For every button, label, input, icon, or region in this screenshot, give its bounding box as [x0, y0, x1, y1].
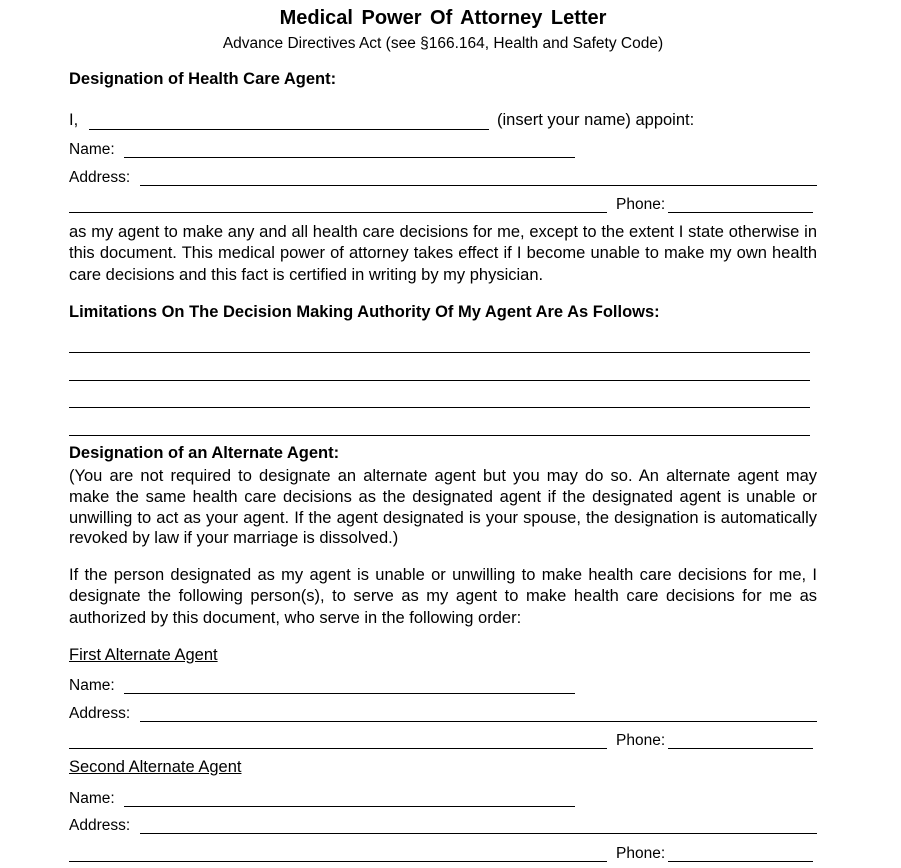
limitations-line-3[interactable] [69, 407, 810, 408]
first-alternate-address-line[interactable] [140, 721, 817, 722]
designation-heading: Designation of Health Care Agent: [69, 70, 337, 88]
agent-name-line[interactable] [124, 157, 575, 158]
alternate-heading: Designation of an Alternate Agent: [69, 444, 340, 462]
second-alternate-phone-line[interactable] [668, 861, 813, 862]
agent-phone-label: Phone: [616, 196, 666, 213]
agent-name-label: Name: [69, 141, 115, 158]
agent-address-line-2[interactable] [69, 212, 607, 213]
insert-name-label: (insert your name) appoint: [497, 111, 695, 129]
designation-paragraph: as my agent to make any and all health care decisions for me, except to the extent I state otherwise in this document. This medical power of attorney takes effect if I become unable to make my own health care decisions and this fact is certified in writing by my physician. [69, 223, 817, 284]
alternate-paragraph: If the person designated as my agent is unable or unwilling to make health care decisions for me, I designate the following person(s), to serve as my agent to make health care decisions for me as authorized by this document, who serve in the following order: [69, 566, 817, 627]
first-alternate-phone-label: Phone: [616, 732, 666, 749]
second-alternate-name-line[interactable] [124, 806, 575, 807]
first-alternate-name-label: Name: [69, 677, 115, 694]
document-title: Medical Power Of Attorney Letter [279, 7, 607, 29]
second-alternate-address-line[interactable] [140, 833, 817, 834]
principal-name-line[interactable] [89, 129, 489, 130]
i-label: I, [69, 111, 79, 129]
limitations-heading: Limitations On The Decision Making Authority Of My Agent Are As Follows: [69, 303, 660, 321]
limitations-line-1[interactable] [69, 352, 810, 353]
agent-address-label: Address: [69, 169, 131, 186]
alternate-note: (You are not required to designate an alternate agent but you may do so. An alternate agent may make the same health care decisions as the designated agent if the designated agent is unable or unwilling to act as your agent. If the agent designated is your spouse, the designation is automatically revoked by law if your marriage is dissolved.) [69, 467, 817, 548]
limitations-line-2[interactable] [69, 380, 810, 381]
first-alternate-phone-line[interactable] [668, 748, 813, 749]
second-alternate-heading: Second Alternate Agent [69, 758, 242, 776]
second-alternate-name-label: Name: [69, 790, 115, 807]
first-alternate-address-label: Address: [69, 705, 131, 722]
second-alternate-address-label: Address: [69, 817, 131, 834]
first-alternate-name-line[interactable] [124, 693, 575, 694]
agent-phone-line[interactable] [668, 212, 813, 213]
first-alternate-address-line-2[interactable] [69, 748, 607, 749]
limitations-line-4[interactable] [69, 435, 810, 436]
document-subtitle: Advance Directives Act (see §166.164, Health and Safety Code) [222, 35, 664, 52]
second-alternate-phone-label: Phone: [616, 845, 666, 862]
second-alternate-address-line-2[interactable] [69, 861, 607, 862]
agent-address-line[interactable] [140, 185, 817, 186]
first-alternate-heading: First Alternate Agent [69, 646, 218, 664]
